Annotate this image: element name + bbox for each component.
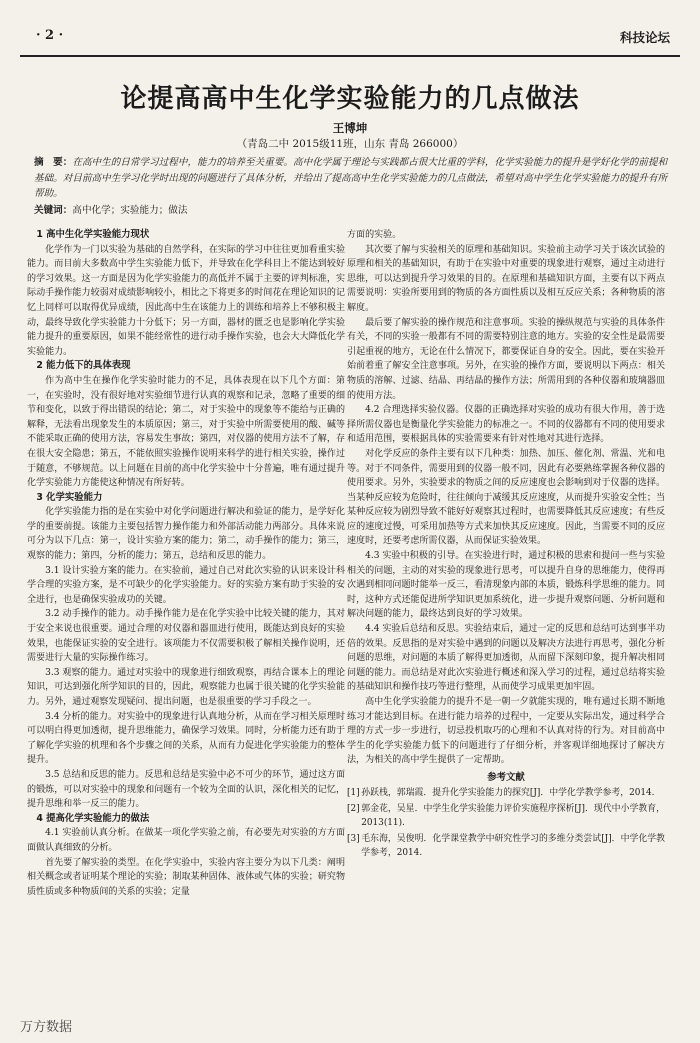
body-paragraph: 3.3 观察的能力。通过对实验中的现象进行细致观察，再结合课本上的理论知识，可达到强化所学知识的目的，因此，观察能力也属于很关键的化学实验能力。另外，通过观察发现疑问、提出问题，也是很重要的学习手段之一。: [27, 667, 345, 707]
article-title: 论提高高中生化学实验能力的几点做法: [120, 84, 580, 114]
body-paragraph: 作为高中生在操作化学实验时能力的不足，具体表现在以下几个方面：第一，在实验时，没有很好地对实验细节进行认真的观察和记录，忽略了重要的细节和变化，以致于得出错误的结论；第二，对于实验中的现象等不能给与正确的解释，无法看出现象发生的本质原因；第三，对于实验中所需要使用的酸、碱等不能采取正确的使用方法，容易发生事故；第四，对仪器的使用方法不了解，存在很大安全隐患；第五，不能依照实验操作说明来科学的进行相关实验，操作过于随意，不够规范。以上问题在目前的高中化学实验中十分普遍，唯有通过提升化学实验能力方能使这种情况有所好转。: [27, 375, 345, 489]
reference-number: [1]: [347, 787, 360, 798]
section-heading: 1 高中生化学实验能力现状: [36, 229, 150, 240]
header-divider: [20, 55, 680, 57]
author-affiliation: （青岛二中 2015级11班，山东 青岛 266000）: [236, 138, 464, 150]
reference-item: [347, 786, 665, 801]
reference-text: 孙跃栈，郭瑞霞．提升化学实验能力的探究[J]．中学化学教学参考，2014.: [361, 787, 655, 798]
body-paragraph: 4.1 实验前认真分析。在做某一项化学实验之前，有必要先对实验的方方面面做认真细致的分析。: [27, 828, 345, 853]
body-paragraph: 其次要了解与实验相关的原理和基础知识。实验前主动学习关于该次试验的原理和相关的基础知识，有助于在实验中对重要的现象进行观察，通过主动进行思维，可以达到提升学习效果的目的。在原理和基础知识方面，主要有以下两点需要说明：实验所要用到的物质的各方面性质以及相互反应关系；各种物质的溶解度。: [347, 244, 665, 313]
footer-source: 万方数据: [20, 1020, 73, 1035]
body-paragraph: 对化学反应的条件主要有以下几种类：加热、加压、催化剂、常温、光和电等。对于不同条件，需要用到的仪器一般不同，因此有必要熟练掌握各种仪器的使用要求。另外，实验要求的物质之间的反应速度也会影响到对于仪器的选择。当某种反应较为危险时，往往倾向于减缓其反应速度，从而提升实验安全性；当某种反应较为剧烈导致不能好好观察其过程时，也需要降低其反应速度；有些反应的速度过慢，可采用加热等方式来加快其反应速度。因此，当需要不同的反应速度时，还要考虑所需仪器，从而保证实验效果。: [347, 448, 665, 547]
running-header: [28, 28, 678, 50]
body-paragraph: 4.4 实验后总结和反思。实验结束后，通过一定的反思和总结可达到事半功倍的效果。反思指的是对实验中遇到的问题以及解决方法进行再思考，强化分析问题的思维，对问题的本质了解得更加透彻，从而留下深刻印象，提升解决相同问题的能力。而总结是对此次实验进行概述和深入学习的过程，通过总结将实验的基础知识和操作技巧等进行整理，从而使学习成果更加牢固。: [347, 624, 665, 693]
body-paragraph: 3.4 分析的能力。对实验中的现象进行认真地分析，从而在学习相关原理时可以明白得更加透彻，提升思维能力，确保学习效果。同时，分析能力还有助于了解化学实验的机理和各个步骤之间的关系，从而有力促进化学实验能力的整体提升。: [27, 711, 345, 766]
abstract-text: 在高中生的日常学习过程中，能力的培养至关重要。高中化学属于理论与实践都占很大比重的学科，化学实验能力的提升是学好化学的前提和基础。对目前高中生学习化学时出现的问题进行了具体分析，并给出了提高高中生化学实验能力的几点做法，希望对高中学生化学实验能力的提升有所帮助。: [34, 157, 668, 199]
reference-number: [3]: [347, 833, 360, 844]
body-paragraph: 最后要了解实验的操作规范和注意事项。实验的操纵规范与实验的具体条件有关，不同的实验一般都有不同的需要特别注意的地方。实验的安全性是最需要引起重视的地方，无论在什么情况下，都要保证自身的安全。因此，要在实验开始前着重了解安全注意事项。另外，在实验的操作方面，要说明以下两点：相关物质的溶解、过滤、结晶、再结晶的操作方法；所需用到的各种仪器和玻璃器皿的使用方法。: [347, 317, 665, 401]
body-paragraph: 3.1 设计实验方案的能力。在实验前，通过自己对此次实验的认识来设计科学合理的实验方案，是不可缺少的化学实验能力。好的实验方案有助于实验的安全进行，也是确保实验成功的关键。: [27, 565, 345, 605]
reference-item: [347, 802, 665, 831]
reference-text: 郭金花，吴星．中学生化学实验能力评价实施程序探析[J]．现代中小学教育，2013(11).: [361, 803, 665, 829]
page-number: · 2 ·: [36, 28, 64, 43]
section-heading: 4 提高化学实验能力的做法: [36, 812, 150, 824]
section-heading: 3 化学实验能力: [36, 491, 103, 503]
author-name: 王博坤: [332, 121, 368, 135]
body-paragraph: 首先要了解实验的类型。在化学实验中，实验内容主要分为以下几类：阐明相关概念或者证明某个理论的实验；制取某种固体、液体或气体的实验；研究物质性质或多种物质间的关系的实验；定量: [27, 857, 345, 897]
keywords-text: 高中化学；实验能力；做法: [72, 205, 188, 216]
body-paragraph: 化学实验能力指的是在实验中对化学问题进行解决和验证的能力，是学好化学的重要前提。该能力主要包括智力操作能力和外部活动能力两部分。具体来说可分为以下几点：第一，设计实验方案的能力；第二，动手操作的能力；第三，观察的能力；第四，分析的能力；第五，总结和反思的能力。: [27, 507, 345, 562]
body-paragraph: 3.2 动手操作的能力。动手操作能力是在化学实验中比较关键的能力，其对于安全来说也很重要。通过合理的对仪器和器皿进行使用，既能达到良好的实验效果，也能保证实验的安全进行。该项能力不仅需要积极了解相关操作说明，还需要进行大量的实际操作练习。: [27, 609, 345, 664]
keywords: [34, 203, 654, 218]
reference-number: [2]: [347, 803, 360, 814]
keywords-label: 关键词：: [34, 205, 73, 216]
body-paragraph: 方面的实验。: [347, 230, 402, 240]
body-paragraph: 高中生化学实验能力的提升不是一朝一夕就能实现的，唯有通过长期不断地练习才能达到目标。在进行能力培养的过程中，一定要从实际出发，通过科学合理的方式一步一步进行，切忌投机取巧的心理和不认真对待的行为。对目前高中学生的化学实验能力低下的问题进行了仔细分析，并客观详细地探讨了解决方法，为相关的高中学生提供了一定帮助。: [347, 697, 665, 766]
abstract: [34, 155, 668, 202]
section-heading: 2 能力低下的具体表现: [36, 360, 131, 372]
left-column: [27, 228, 345, 899]
journal-name: 科技论坛: [619, 30, 670, 45]
reference-item: [347, 832, 665, 861]
reference-text: 毛东海，吴俊明．化学课堂教学中研究性学习的多维分类尝试[J]．中学化学教学参考，2014.: [361, 833, 665, 859]
abstract-label: 摘 要：: [34, 157, 73, 168]
body-paragraph: 4.2 合理选择实验仪器。仪器的正确选择对实验的成功有很大作用，善于选择所需仪器也是衡量化学实验能力的标准之一。不同的仪器都有不同的使用要求和适用范围，要根据具体的实验需要来有针对性地对其进行选择。: [347, 405, 665, 445]
references-heading: 参考文献: [487, 771, 525, 783]
right-column: [347, 228, 665, 861]
body-paragraph: 3.5 总结和反思的能力。反思和总结是实验中必不可少的环节，通过这方面的锻炼，可以对实验中的现象和问题有一个较为全面的认识，深化相关的记忆，提升思维和举一反三的能力。: [27, 769, 345, 810]
body-paragraph: 化学作为一门以实验为基础的自然学科，在实际的学习中往往更加看重实验能力。而目前大多数高中学生实验能力低下，并导致在化学科目上不能达到较好的学习效果。这一方面是因为化学实验能力的高低并不属于主要的评判标准，实际动手操作能力较弱对成绩影响较小，相比之下将更多的时间花在理论知识的记忆上同样可以取得优异成绩，因此高中生在该能力上的训练和培养上不够积极主动，最终导致化学实验能力十分低下；另一方面，器材的匮乏也是影响化学实验能力提升的重要原因，如果不能经常性的进行动手操作实验，也会大大降低化学实验能力。: [27, 244, 345, 357]
body-paragraph: 4.3 实验中积极的引导。在实验进行时，通过积极的思索和提问一些与实验相关的问题，主动的对实验的现象进行思考，可以提升自身的思维能力，使得再次遇到相同问题时能举一反三，看清现象内部的本质，锻炼科学思维的能力。同时，这种方式还能促进所学知识更加系统化，进一步提升观察问题、分析问题和解决问题的能力，最终达到良好的学习效果。: [347, 551, 665, 620]
